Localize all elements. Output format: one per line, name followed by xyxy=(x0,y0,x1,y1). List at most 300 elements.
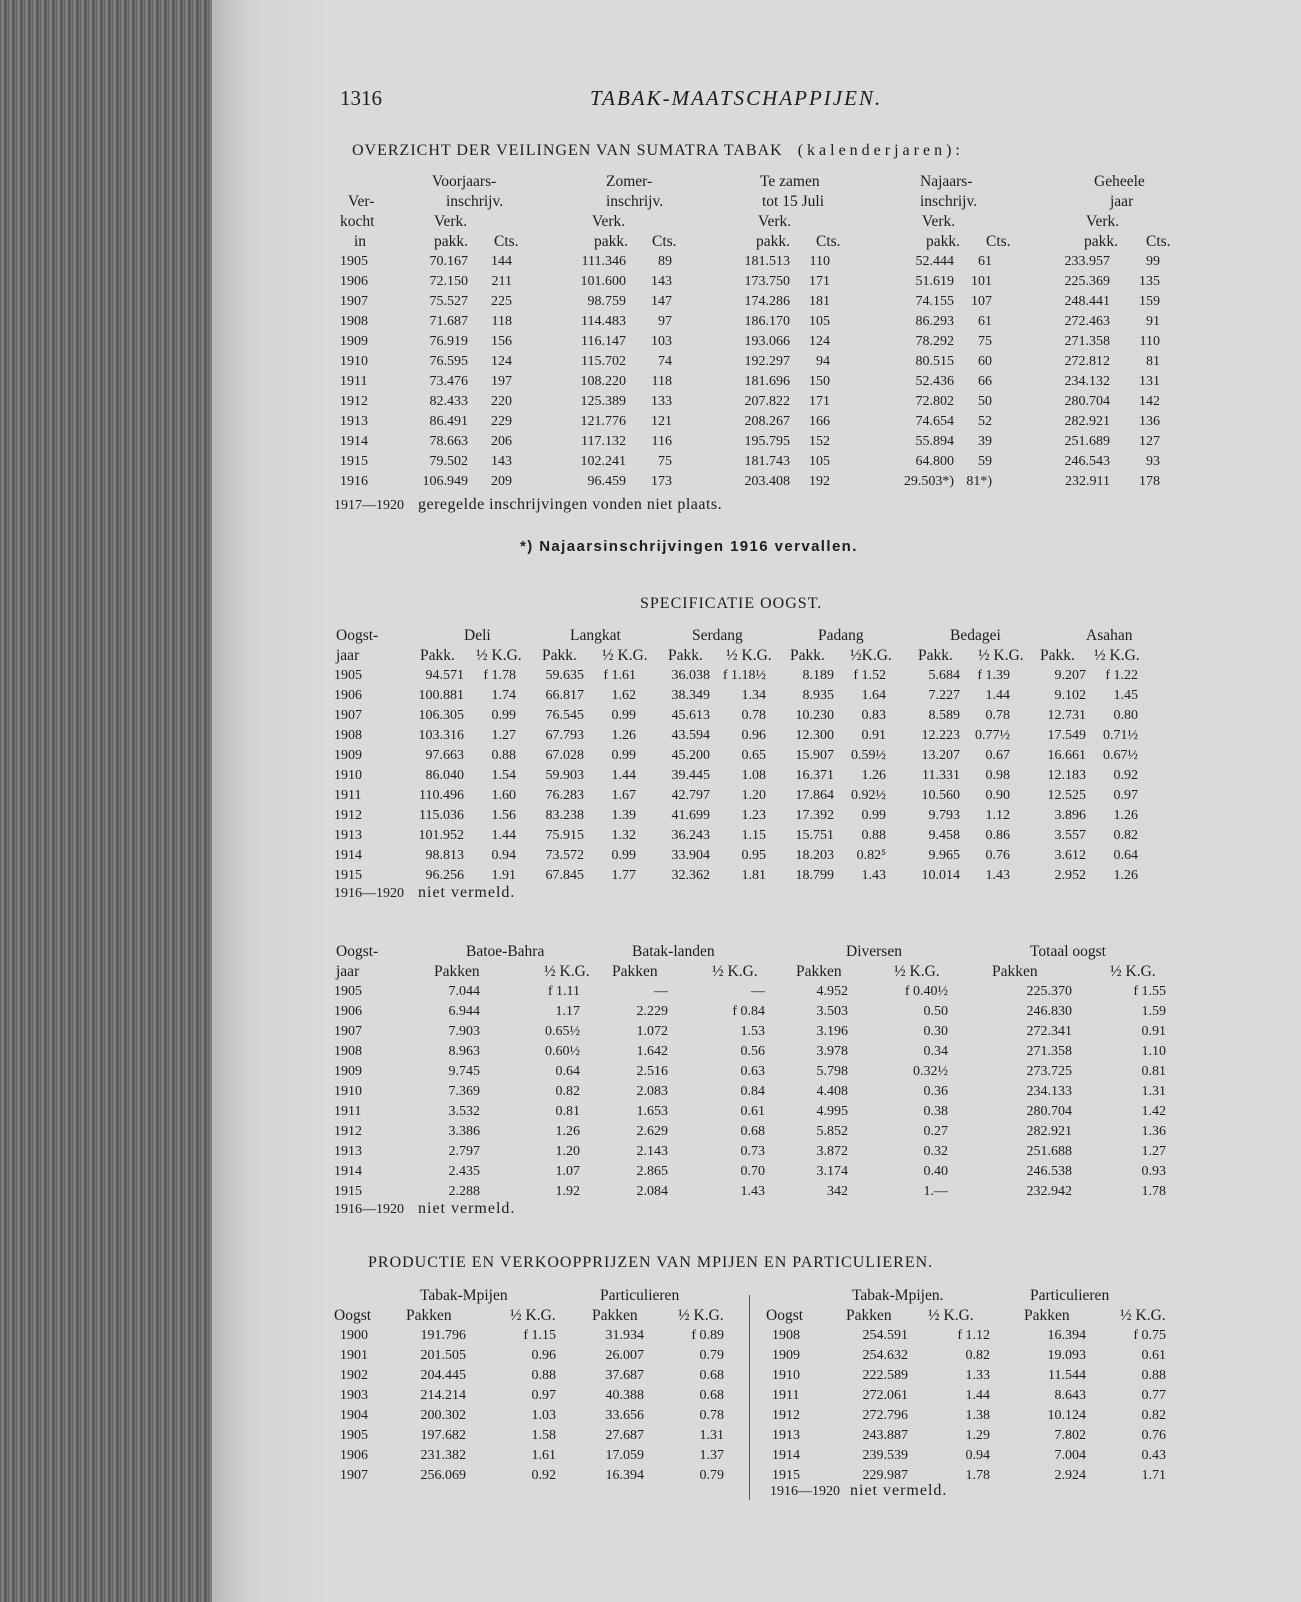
prod-left-subheader: ½ K.G. xyxy=(510,1307,556,1324)
prod-left-cell: 191.796 xyxy=(420,1328,466,1343)
spec2-cell: 7.044 xyxy=(448,984,480,999)
veilingen-cell: 107 xyxy=(971,294,992,309)
spec1-cell: 8.589 xyxy=(928,708,960,723)
veilingen-cell: 229 xyxy=(491,414,512,429)
spec1-cell: 5.684 xyxy=(928,668,960,683)
spec1-cell: 12.223 xyxy=(921,728,960,743)
spec2-cell: 1.— xyxy=(923,1184,948,1199)
spec1-cell: 0.99 xyxy=(611,848,636,863)
veil-h4-cts4: Cts. xyxy=(986,233,1011,250)
prod-left-cell: 231.382 xyxy=(420,1448,466,1463)
spec1-cell: 1.81 xyxy=(741,868,766,883)
spec1-cell: 1.60 xyxy=(491,788,516,803)
spec2-cell: — xyxy=(654,984,668,999)
spec1-cell: f 1.61 xyxy=(603,668,636,683)
spec1-subheader: ½ K.G. xyxy=(978,647,1024,664)
veilingen-cell: 1908 xyxy=(340,314,368,329)
spec1-cell: 12.525 xyxy=(1047,788,1086,803)
spec2-row xyxy=(0,1082,1301,1102)
spec2-cell: 2.797 xyxy=(448,1144,480,1159)
spec2-cell: 0.64 xyxy=(555,1064,580,1079)
veilingen-cell: 110 xyxy=(809,254,830,269)
spec1-cell: 17.392 xyxy=(795,808,834,823)
prod-left-cell: f 0.89 xyxy=(691,1328,724,1343)
veilingen-footnote: *) Najaarsinschrijvingen 1916 vervallen. xyxy=(520,538,858,555)
productie-footer-text: niet vermeld. xyxy=(850,1482,948,1499)
spec1-cell: 1.91 xyxy=(491,868,516,883)
prod-right-cell: 0.82 xyxy=(1141,1408,1166,1423)
veilingen-title-main: OVERZICHT DER VEILINGEN VAN SUMATRA TABAK xyxy=(352,142,783,159)
prod-left-cell: 214.214 xyxy=(420,1388,466,1403)
spec2-cell: 342 xyxy=(827,1184,848,1199)
veilingen-cell: 86.491 xyxy=(429,414,468,429)
spec2-cell: 1.072 xyxy=(636,1024,668,1039)
spec1-cell: 1.12 xyxy=(985,808,1010,823)
veilingen-cell: 1916 xyxy=(340,474,368,489)
veilingen-cell: 207.822 xyxy=(744,394,790,409)
prod-right-cell: 1909 xyxy=(772,1348,800,1363)
veil-h4-pakk5: pakk. xyxy=(1084,233,1119,250)
veilingen-cell: 124 xyxy=(491,354,512,369)
prod-right-cell: 1.78 xyxy=(965,1468,990,1483)
veilingen-cell: 173 xyxy=(651,474,672,489)
spec2-cell: 0.73 xyxy=(740,1144,765,1159)
veilingen-cell: 94 xyxy=(816,354,830,369)
spec2-subheader: Pakken xyxy=(796,963,842,980)
spec2-cell: 3.872 xyxy=(816,1144,848,1159)
veilingen-footer xyxy=(334,496,722,514)
veilingen-cell: 75.527 xyxy=(429,294,468,309)
spec2-cell: 1.653 xyxy=(636,1104,668,1119)
prod-right-cell: 222.589 xyxy=(862,1368,908,1383)
veilingen-cell: 64.800 xyxy=(915,454,954,469)
prod-left-cell: 31.934 xyxy=(605,1328,644,1343)
veil-h2-e: jaar xyxy=(1110,193,1134,210)
spec1-cell: 1.26 xyxy=(1113,808,1138,823)
spec1-cell: 1.26 xyxy=(861,768,886,783)
spec2-cell: 0.36 xyxy=(923,1084,948,1099)
veilingen-header xyxy=(0,172,1301,252)
veilingen-cell: 233.957 xyxy=(1064,254,1110,269)
spec1-cell: 45.200 xyxy=(671,748,710,763)
spec1-cell: 1.45 xyxy=(1113,688,1138,703)
spec1-subheader: ½ K.G. xyxy=(1094,647,1140,664)
prod-left-group-part: Particulieren xyxy=(600,1287,680,1304)
veilingen-cell: 142 xyxy=(1139,394,1160,409)
spec2-cell: 1910 xyxy=(334,1084,362,1099)
spec1-cell: 76.283 xyxy=(545,788,584,803)
prod-right-cell: 1915 xyxy=(772,1468,800,1483)
spec2-region-bataklanden: Batak-landen xyxy=(632,943,715,960)
veilingen-cell: 174.286 xyxy=(744,294,790,309)
veilingen-cell: 101 xyxy=(971,274,992,289)
veilingen-cell: 234.132 xyxy=(1064,374,1110,389)
veil-h4-cts1: Cts. xyxy=(494,233,519,250)
spec1-cell: 1.23 xyxy=(741,808,766,823)
spec2-row xyxy=(0,1042,1301,1062)
prod-right-cell: 16.394 xyxy=(1047,1328,1086,1343)
veilingen-cell: 70.167 xyxy=(429,254,468,269)
spec1-row xyxy=(0,746,1301,766)
spec2-cell: 0.60½ xyxy=(545,1044,580,1059)
spec1-cell: f 1.52 xyxy=(853,668,886,683)
prod-right-cell: f 0.75 xyxy=(1133,1328,1166,1343)
veilingen-cell: 78.663 xyxy=(429,434,468,449)
spec2-subheader: ½ K.G. xyxy=(544,963,590,980)
spec1-cell: 1913 xyxy=(334,828,362,843)
spec1-cell: 1.08 xyxy=(741,768,766,783)
veilingen-cell: 127 xyxy=(1139,434,1160,449)
spec1-cell: 1.44 xyxy=(491,828,516,843)
spec2-cell: 1909 xyxy=(334,1064,362,1079)
productie-row xyxy=(0,1466,1301,1486)
spec2-cell: 3.978 xyxy=(816,1044,848,1059)
veilingen-cell: 78.292 xyxy=(915,334,954,349)
spec1-cell: 1.74 xyxy=(491,688,516,703)
spec2-cell: 1.27 xyxy=(1141,1144,1166,1159)
spec1-cell: 10.560 xyxy=(921,788,960,803)
prod-right-cell: 0.94 xyxy=(965,1448,990,1463)
prod-right-cell: 1912 xyxy=(772,1408,800,1423)
spec1-region-padang: Padang xyxy=(818,627,864,644)
spec1-cell: 1.43 xyxy=(985,868,1010,883)
prod-right-cell: 254.632 xyxy=(862,1348,908,1363)
spec1-cell: 8.189 xyxy=(802,668,834,683)
spec2-cell: 246.538 xyxy=(1026,1164,1072,1179)
veilingen-cell: 143 xyxy=(491,454,512,469)
prod-left-cell: 1.31 xyxy=(699,1428,724,1443)
prod-right-cell: 7.004 xyxy=(1054,1448,1086,1463)
spec2-table xyxy=(0,982,1301,1202)
prod-right-cell: 254.591 xyxy=(862,1328,908,1343)
spec2-cell: 2.084 xyxy=(636,1184,668,1199)
spec2-subheader: ½ K.G. xyxy=(712,963,758,980)
spec2-cell: 2.865 xyxy=(636,1164,668,1179)
veilingen-cell: 271.358 xyxy=(1064,334,1110,349)
veilingen-cell: 61 xyxy=(978,314,992,329)
veil-h2-d: inschrijv. xyxy=(920,193,978,210)
spec1-cell: 1.56 xyxy=(491,808,516,823)
veil-h2-ver: Ver- xyxy=(348,193,375,210)
spec1-cell: 1.62 xyxy=(611,688,636,703)
productie-row xyxy=(0,1366,1301,1386)
spec1-subheader: Pakk. xyxy=(420,647,455,664)
spec1-footer xyxy=(334,884,515,902)
spec1-cell: 1910 xyxy=(334,768,362,783)
prod-right-cell: 1908 xyxy=(772,1328,800,1343)
veilingen-cell: 147 xyxy=(651,294,672,309)
spec1-cell: 42.797 xyxy=(671,788,710,803)
spec1-cell: 10.230 xyxy=(795,708,834,723)
spec1-cell: 97.663 xyxy=(425,748,464,763)
prod-left-cell: 1.61 xyxy=(531,1448,556,1463)
veilingen-footer-years: 1917—1920 xyxy=(334,498,404,513)
veilingen-cell: 181.696 xyxy=(744,374,790,389)
prod-right-group-mpijen: Tabak-Mpijen. xyxy=(852,1287,944,1304)
spec2-cell: 4.408 xyxy=(816,1084,848,1099)
spec1-cell: 67.793 xyxy=(545,728,584,743)
veilingen-cell: 114.483 xyxy=(581,314,626,329)
veilingen-row xyxy=(0,372,1301,392)
prod-left-cell: 1905 xyxy=(340,1428,368,1443)
veilingen-cell: 203.408 xyxy=(744,474,790,489)
spec1-cell: 0.99 xyxy=(611,708,636,723)
spec2-subheader: ½ K.G. xyxy=(894,963,940,980)
spec2-cell: 0.84 xyxy=(740,1084,765,1099)
veilingen-cell: 282.921 xyxy=(1064,414,1110,429)
spec1-cell: 17.549 xyxy=(1047,728,1086,743)
spec1-cell: 0.76 xyxy=(985,848,1010,863)
veilingen-cell: 166 xyxy=(809,414,830,429)
veilingen-cell: 133 xyxy=(651,394,672,409)
spec1-cell: 1.39 xyxy=(611,808,636,823)
veilingen-row xyxy=(0,472,1301,492)
prod-left-cell: 37.687 xyxy=(605,1368,644,1383)
spec1-cell: 67.845 xyxy=(545,868,584,883)
spec1-footer-years: 1916—1920 xyxy=(334,886,404,901)
spec2-cell: 0.30 xyxy=(923,1024,948,1039)
spec2-cell: 0.56 xyxy=(740,1044,765,1059)
veilingen-cell: 99 xyxy=(1146,254,1160,269)
spec2-cell: 232.942 xyxy=(1026,1184,1072,1199)
prod-left-cell: 256.069 xyxy=(420,1468,466,1483)
veilingen-cell: 60 xyxy=(978,354,992,369)
spec1-cell: 0.77½ xyxy=(975,728,1010,743)
spec1-cell: 32.362 xyxy=(671,868,710,883)
spec2-cell: 2.083 xyxy=(636,1084,668,1099)
veilingen-cell: 50 xyxy=(978,394,992,409)
prod-left-cell: 1.03 xyxy=(531,1408,556,1423)
prod-left-cell: 27.687 xyxy=(605,1428,644,1443)
spec2-row xyxy=(0,1102,1301,1122)
spec1-cell: 9.458 xyxy=(928,828,960,843)
veilingen-row xyxy=(0,312,1301,332)
spec2-cell: 2.143 xyxy=(636,1144,668,1159)
spec2-cell: 3.386 xyxy=(448,1124,480,1139)
veilingen-cell: 52.444 xyxy=(915,254,954,269)
veilingen-cell: 1906 xyxy=(340,274,368,289)
spec1-cell: 1.15 xyxy=(741,828,766,843)
veilingen-cell: 143 xyxy=(651,274,672,289)
spec2-cell: 1905 xyxy=(334,984,362,999)
veilingen-cell: 246.543 xyxy=(1064,454,1110,469)
spec2-cell: 0.27 xyxy=(923,1124,948,1139)
spec2-cell: 1911 xyxy=(334,1104,362,1119)
veilingen-cell: 232.911 xyxy=(1065,474,1110,489)
veilingen-cell: 159 xyxy=(1139,294,1160,309)
veilingen-cell: 59 xyxy=(978,454,992,469)
spec2-cell: 2.516 xyxy=(636,1064,668,1079)
veilingen-cell: 79.502 xyxy=(429,454,468,469)
spec2-cell: 1.59 xyxy=(1141,1004,1166,1019)
spec1-cell: 0.99 xyxy=(611,748,636,763)
veilingen-cell: 121.776 xyxy=(580,414,626,429)
spec1-cell: 3.557 xyxy=(1054,828,1086,843)
veilingen-cell: 1913 xyxy=(340,414,368,429)
veilingen-cell: 225.369 xyxy=(1064,274,1110,289)
veil-h4-cts3: Cts. xyxy=(816,233,841,250)
prod-right-cell: 1910 xyxy=(772,1368,800,1383)
spec2-region-totaal: Totaal oogst xyxy=(1030,943,1106,960)
veilingen-cell: 124 xyxy=(809,334,830,349)
veilingen-cell: 93 xyxy=(1146,454,1160,469)
veilingen-cell: 91 xyxy=(1146,314,1160,329)
spec2-cell: 0.82 xyxy=(555,1084,580,1099)
veilingen-row xyxy=(0,252,1301,272)
prod-left-cell: 0.92 xyxy=(531,1468,556,1483)
specificatie-title: SPECIFICATIE OOGST. xyxy=(640,595,823,612)
spec1-cell: 9.965 xyxy=(928,848,960,863)
spec1-cell: 106.305 xyxy=(418,708,464,723)
veilingen-cell: 55.894 xyxy=(915,434,954,449)
spec2-cell: 0.68 xyxy=(740,1124,765,1139)
spec2-cell: 0.65½ xyxy=(545,1024,580,1039)
spec2-cell: 1.43 xyxy=(740,1184,765,1199)
spec1-cell: 1.27 xyxy=(491,728,516,743)
prod-right-cell: 1913 xyxy=(772,1428,800,1443)
spec1-cell: 67.028 xyxy=(545,748,584,763)
veilingen-cell: 82.433 xyxy=(429,394,468,409)
prod-left-cell: 1.37 xyxy=(699,1448,724,1463)
spec1-cell: 1.20 xyxy=(741,788,766,803)
prod-left-cell: 0.97 xyxy=(531,1388,556,1403)
prod-left-cell: 0.79 xyxy=(699,1348,724,1363)
veilingen-cell: 193.066 xyxy=(744,334,790,349)
prod-right-cell: 0.77 xyxy=(1141,1388,1166,1403)
veilingen-cell: 248.441 xyxy=(1064,294,1110,309)
prod-left-cell: 197.682 xyxy=(420,1428,466,1443)
spec1-cell: 0.64 xyxy=(1113,848,1138,863)
spec1-cell: 1.34 xyxy=(741,688,766,703)
veil-h3-b: Verk. xyxy=(592,213,626,230)
productie-header xyxy=(0,1286,1301,1326)
spec1-cell: 0.92½ xyxy=(851,788,886,803)
spec1-cell: 0.94 xyxy=(491,848,516,863)
spec1-cell: 0.65 xyxy=(741,748,766,763)
veilingen-cell: 75 xyxy=(658,454,672,469)
veilingen-cell: 51.619 xyxy=(915,274,954,289)
spec1-cell: 13.207 xyxy=(921,748,960,763)
veil-h3-a: Verk. xyxy=(434,213,468,230)
prod-right-subheader: ½ K.G. xyxy=(928,1307,974,1324)
veilingen-cell: 72.802 xyxy=(915,394,954,409)
spec1-cell: 115.036 xyxy=(419,808,464,823)
veilingen-cell: 106.949 xyxy=(422,474,468,489)
spec1-cell: 0.59½ xyxy=(851,748,886,763)
veil-h3-kocht: kocht xyxy=(340,213,375,230)
spec1-cell: 15.751 xyxy=(795,828,834,843)
prod-left-cell: 40.388 xyxy=(605,1388,644,1403)
spec1-cell: 1909 xyxy=(334,748,362,763)
veilingen-cell: 171 xyxy=(809,394,830,409)
spec2-cell: 1.642 xyxy=(636,1044,668,1059)
spec2-row xyxy=(0,1022,1301,1042)
spec1-row xyxy=(0,846,1301,866)
prod-left-subheader: Pakken xyxy=(592,1307,638,1324)
spec1-footer-text: niet vermeld. xyxy=(418,884,516,901)
prod-right-cell: 0.88 xyxy=(1141,1368,1166,1383)
spec1-cell: 1906 xyxy=(334,688,362,703)
spec1-cell: 1908 xyxy=(334,728,362,743)
spec1-cell: 1.44 xyxy=(985,688,1010,703)
spec2-cell: 1.42 xyxy=(1141,1104,1166,1119)
spec1-cell: 75.915 xyxy=(545,828,584,843)
spec1-cell: 76.545 xyxy=(545,708,584,723)
prod-left-cell: 1907 xyxy=(340,1468,368,1483)
spec1-cell: 36.038 xyxy=(671,668,710,683)
veil-h4-pakk1: pakk. xyxy=(434,233,469,250)
veilingen-cell: 52.436 xyxy=(915,374,954,389)
spec2-cell: 271.358 xyxy=(1026,1044,1072,1059)
prod-right-cell: 1.33 xyxy=(965,1368,990,1383)
spec1-cell: 43.594 xyxy=(671,728,710,743)
spec1-cell: 1907 xyxy=(334,708,362,723)
spec1-cell: 8.935 xyxy=(802,688,834,703)
prod-right-cell: 1.29 xyxy=(965,1428,990,1443)
veil-h1-geheele: Geheele xyxy=(1094,173,1145,190)
prod-left-cell: 1900 xyxy=(340,1328,368,1343)
spec1-cell: 1.43 xyxy=(861,868,886,883)
spec1-cell: 94.571 xyxy=(425,668,464,683)
page-number: 1316 xyxy=(340,86,382,110)
spec1-subheader: Pakk. xyxy=(668,647,703,664)
productie-footer-years: 1916—1920 xyxy=(770,1484,840,1499)
spec1-cell: 100.881 xyxy=(418,688,464,703)
veilingen-cell: 66 xyxy=(978,374,992,389)
prod-right-cell: 1.71 xyxy=(1141,1468,1166,1483)
spec2-cell: 8.963 xyxy=(448,1044,480,1059)
spec2-cell: 225.370 xyxy=(1026,984,1072,999)
prod-left-cell: f 1.15 xyxy=(523,1328,556,1343)
veilingen-cell: 81 xyxy=(1146,354,1160,369)
spec1-region-bedagei: Bedagei xyxy=(950,627,1001,644)
veilingen-cell: 105 xyxy=(809,314,830,329)
prod-right-cell: 0.82 xyxy=(965,1348,990,1363)
spec2-cell: 1908 xyxy=(334,1044,362,1059)
veilingen-cell: 97 xyxy=(658,314,672,329)
spec1-cell: 18.203 xyxy=(795,848,834,863)
veil-h2-b: inschrijv. xyxy=(606,193,664,210)
veilingen-cell: 117.132 xyxy=(581,434,626,449)
spec2-row xyxy=(0,1182,1301,1202)
spec2-subheader: Pakken xyxy=(992,963,1038,980)
veilingen-cell: 181.513 xyxy=(744,254,790,269)
veil-h1-tezamen: Te zamen xyxy=(760,173,820,190)
spec2-cell: f 0.40½ xyxy=(904,984,948,999)
veil-h3-d: Verk. xyxy=(922,213,956,230)
veilingen-cell: 118 xyxy=(491,314,512,329)
productie-footer xyxy=(770,1482,947,1500)
veil-h4-pakk4: pakk. xyxy=(926,233,961,250)
veilingen-cell: 75 xyxy=(978,334,992,349)
veilingen-cell: 1907 xyxy=(340,294,368,309)
spec2-footer-years: 1916—1920 xyxy=(334,1202,404,1217)
spec1-subheader: ½K.G. xyxy=(850,647,892,664)
veilingen-title-suffix: (kalenderjaren): xyxy=(797,142,964,159)
veilingen-cell: 74.155 xyxy=(915,294,954,309)
prod-left-cell: 201.505 xyxy=(420,1348,466,1363)
veilingen-row xyxy=(0,292,1301,312)
productie-row xyxy=(0,1426,1301,1446)
veilingen-cell: 208.267 xyxy=(744,414,790,429)
spec1-row xyxy=(0,866,1301,886)
spec2-cell: 7.369 xyxy=(448,1084,480,1099)
spec2-footer-text: niet vermeld. xyxy=(418,1200,516,1217)
veilingen-cell: 192 xyxy=(809,474,830,489)
spec2-row xyxy=(0,1062,1301,1082)
spec1-cell: 1.77 xyxy=(611,868,636,883)
productie-table xyxy=(0,1326,1301,1486)
